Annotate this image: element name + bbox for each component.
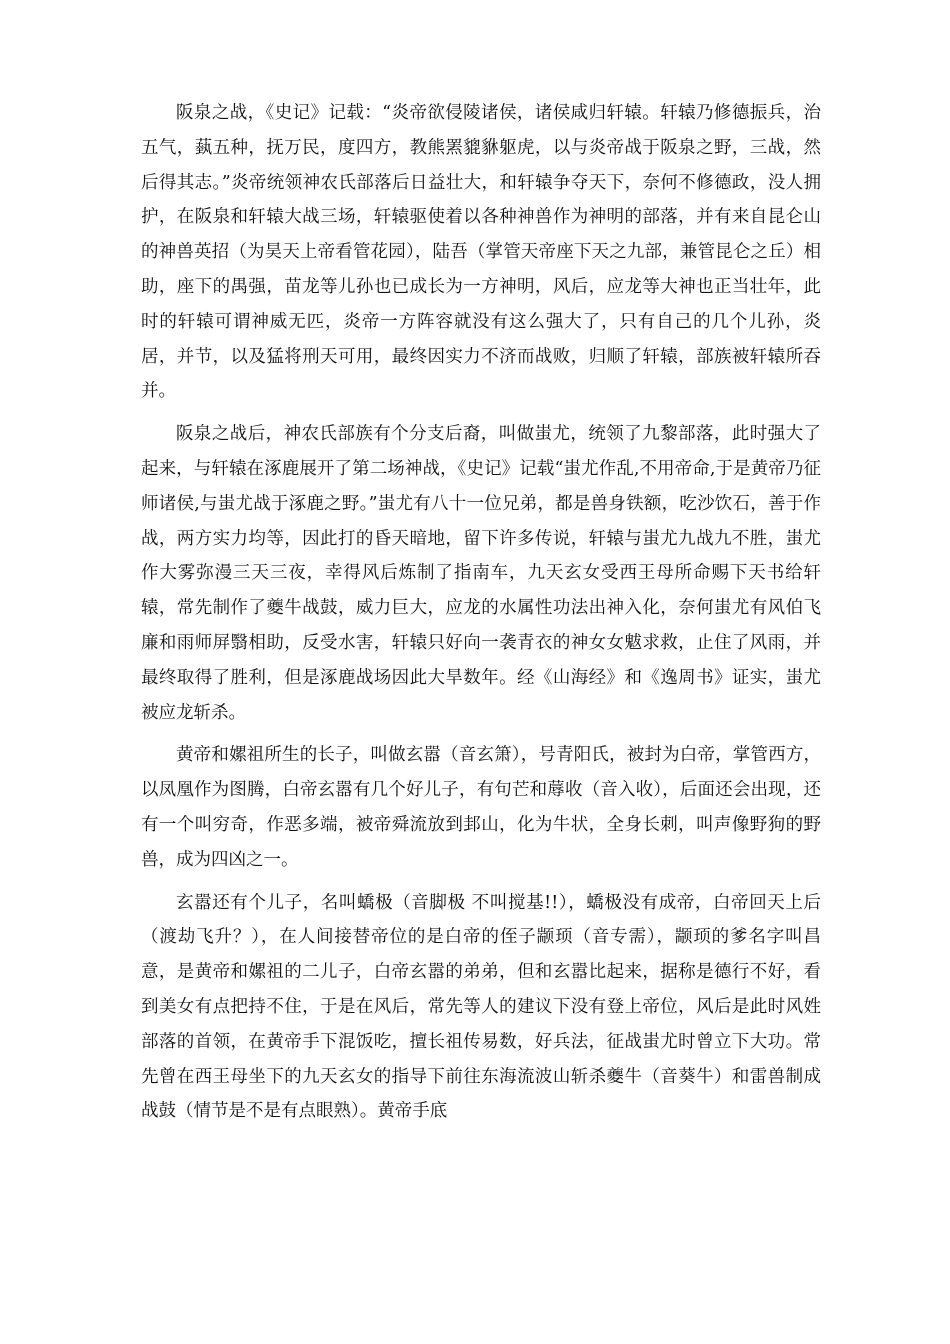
document-body	[141, 96, 821, 1129]
paragraph-zhuolu-battle: 阪泉之战后，神农氏部族有个分支后裔，叫做蚩尤，统领了九黎部落，此时强大了起来，与轩辕在涿鹿展开了第二场神战，《史记》记载“蚩尤作乱,不用帝命,于是黄帝乃征师诸侯,与蚩尤战于涿鹿之野。”蚩尤有八十一位兄弟，都是兽身铁额，吃沙饮石，善于作战，两方实力均等，因此打的昏天暗地，留下许多传说，轩辕与蚩尤九战九不胜，蚩尤作大雾弥漫三天三夜，幸得风后炼制了指南车，九天玄女受西王母所命赐下天书给轩辕，常先制作了夔牛战鼓，威力巨大，应龙的水属性功法出神入化，奈何蚩尤有风伯飞廉和雨师屏翳相助，反受水害，轩辕只好向一袭青衣的神女女魃求救，止住了风雨，并最终取得了胜利，但是涿鹿战场因此大旱数年。经《山海经》和《逸周书》证实，蚩尤被应龙斩杀。	[141, 424, 821, 723]
paragraph-xuanxiao: 黄帝和嫘祖所生的长子，叫做玄嚣（音玄箫），号青阳氏，被封为白帝，掌管西方，以凤凰作为图腾，白帝玄嚣有几个好儿子，有句芒和蓐收（音入收），后面还会出现，还有一个叫穷奇，作恶多端，被帝舜流放到邽山，化为牛状，全身长刺，叫声像野狗的野兽，成为四凶之一。	[141, 745, 821, 870]
paragraph-zhuanxu: 玄嚣还有个儿子，名叫蟜极（音脚极 不叫搅基!!），蟜极没有成帝，白帝回天上后（渡劫飞升？），在人间接替帝位的是白帝的侄子颛顼（音专需），颛顼的爹名字叫昌意，是黄帝和嫘祖的二儿子，白帝玄嚣的弟弟，但和玄嚣比起来，据称是德行不好，看到美女有点把持不住，于是在风后，常先等人的建议下没有登上帝位，风后是此时风姓部落的首领，在黄帝手下混饭吃，擅长祖传易数，好兵法，征战蚩尤时曾立下大功。常先曾在西王母坐下的九天玄女的指导下前往东海流波山斩杀夔牛（音葵牛）和雷兽制成战鼓（情节是不是有点眼熟）。黄帝手底	[141, 892, 821, 1122]
paragraph-banquan-battle: 阪泉之战，《史记》记载：“炎帝欲侵陵诸侯，诸侯咸归轩辕。轩辕乃修德振兵，治五气，蓺五种，抚万民，度四方，教熊罴貔貅躯虎，以与炎帝战于阪泉之野，三战，然后得其志。”炎帝统领神农氏部落后日益壮大，和轩辕争夺天下，奈何不修德政，没人拥护，在阪泉和轩辕大战三场，轩辕驱使着以各种神兽作为神明的部落，并有来自昆仑山的神兽英招（为昊天上帝看管花园），陆吾（掌管天帝座下天之九部，兼管昆仑之丘）相助，座下的禺强，苗龙等儿孙也已成长为一方神明，风后，应龙等大神也正当壮年，此时的轩辕可谓神威无匹，炎帝一方阵容就没有这么强大了，只有自己的几个儿孙，炎居，并节，以及猛将刑天可用，最终因实力不济而战败，归顺了轩辕，部族被轩辕所吞并。	[141, 103, 821, 402]
